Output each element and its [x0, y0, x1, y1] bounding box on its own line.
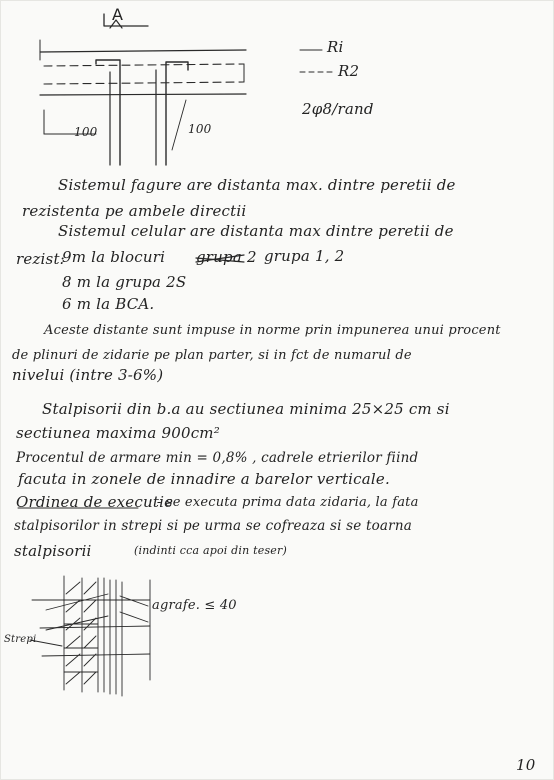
line-2: rezistenta pe ambele directii: [22, 202, 247, 220]
line-16-note: (indinti cca apoi din teser): [134, 544, 287, 557]
strepi-label: Strepi: [4, 634, 37, 645]
line-10: Stalpisorii din b.a au sectiunea minima 25×25 cm si: [42, 400, 450, 418]
line-6: 6 m la BCA.: [62, 295, 155, 313]
line-4-rest: 9m la blocuri: [62, 248, 166, 266]
dim-left: 100: [74, 125, 98, 139]
line-13: facuta in zonele de innadire a barelor verticale.: [18, 470, 390, 488]
line-4-label: rezist:: [16, 250, 65, 268]
line-9: nivelui (intre 3-6%): [12, 366, 164, 384]
page-number: 10: [516, 756, 536, 774]
line-12: Procentul de armare min = 0,8% , cadrele etrierilor fiind: [16, 450, 419, 466]
line-16: stalpisorii: [14, 542, 92, 560]
line-14-heading: Ordinea de executie: [16, 493, 174, 511]
line-4-struck: grupa 2: [196, 248, 257, 266]
legend-r2: R2: [338, 62, 360, 80]
line-11: sectiunea maxima 900cm²: [16, 424, 220, 442]
dim-right: 100: [188, 122, 212, 136]
legend-bars: 2φ8/rand: [302, 100, 374, 118]
line-15: stalpisorilor in strepi si pe urma se cofreaza si se toarna: [14, 518, 412, 534]
line-3: Sistemul celular are distanta max dintre peretii de: [58, 222, 454, 240]
line-14-rest: : - se executa prima data zidaria, la fata: [148, 495, 419, 510]
section-marker: A: [112, 5, 124, 24]
line-7: Aceste distante sunt impuse in norme prin impunerea unui procent: [44, 323, 501, 338]
agrafe-note: agrafe. ≤ 40: [152, 598, 237, 613]
legend-r1: Ri: [327, 38, 344, 56]
line-4-end: grupa 1, 2: [264, 247, 345, 265]
line-5: 8 m la grupa 2S: [62, 273, 187, 291]
line-1: Sistemul fagure are distanta max. dintre peretii de: [58, 176, 456, 194]
line-8: de plinuri de zidarie pe plan parter, si in fct de numarul de: [12, 348, 412, 363]
